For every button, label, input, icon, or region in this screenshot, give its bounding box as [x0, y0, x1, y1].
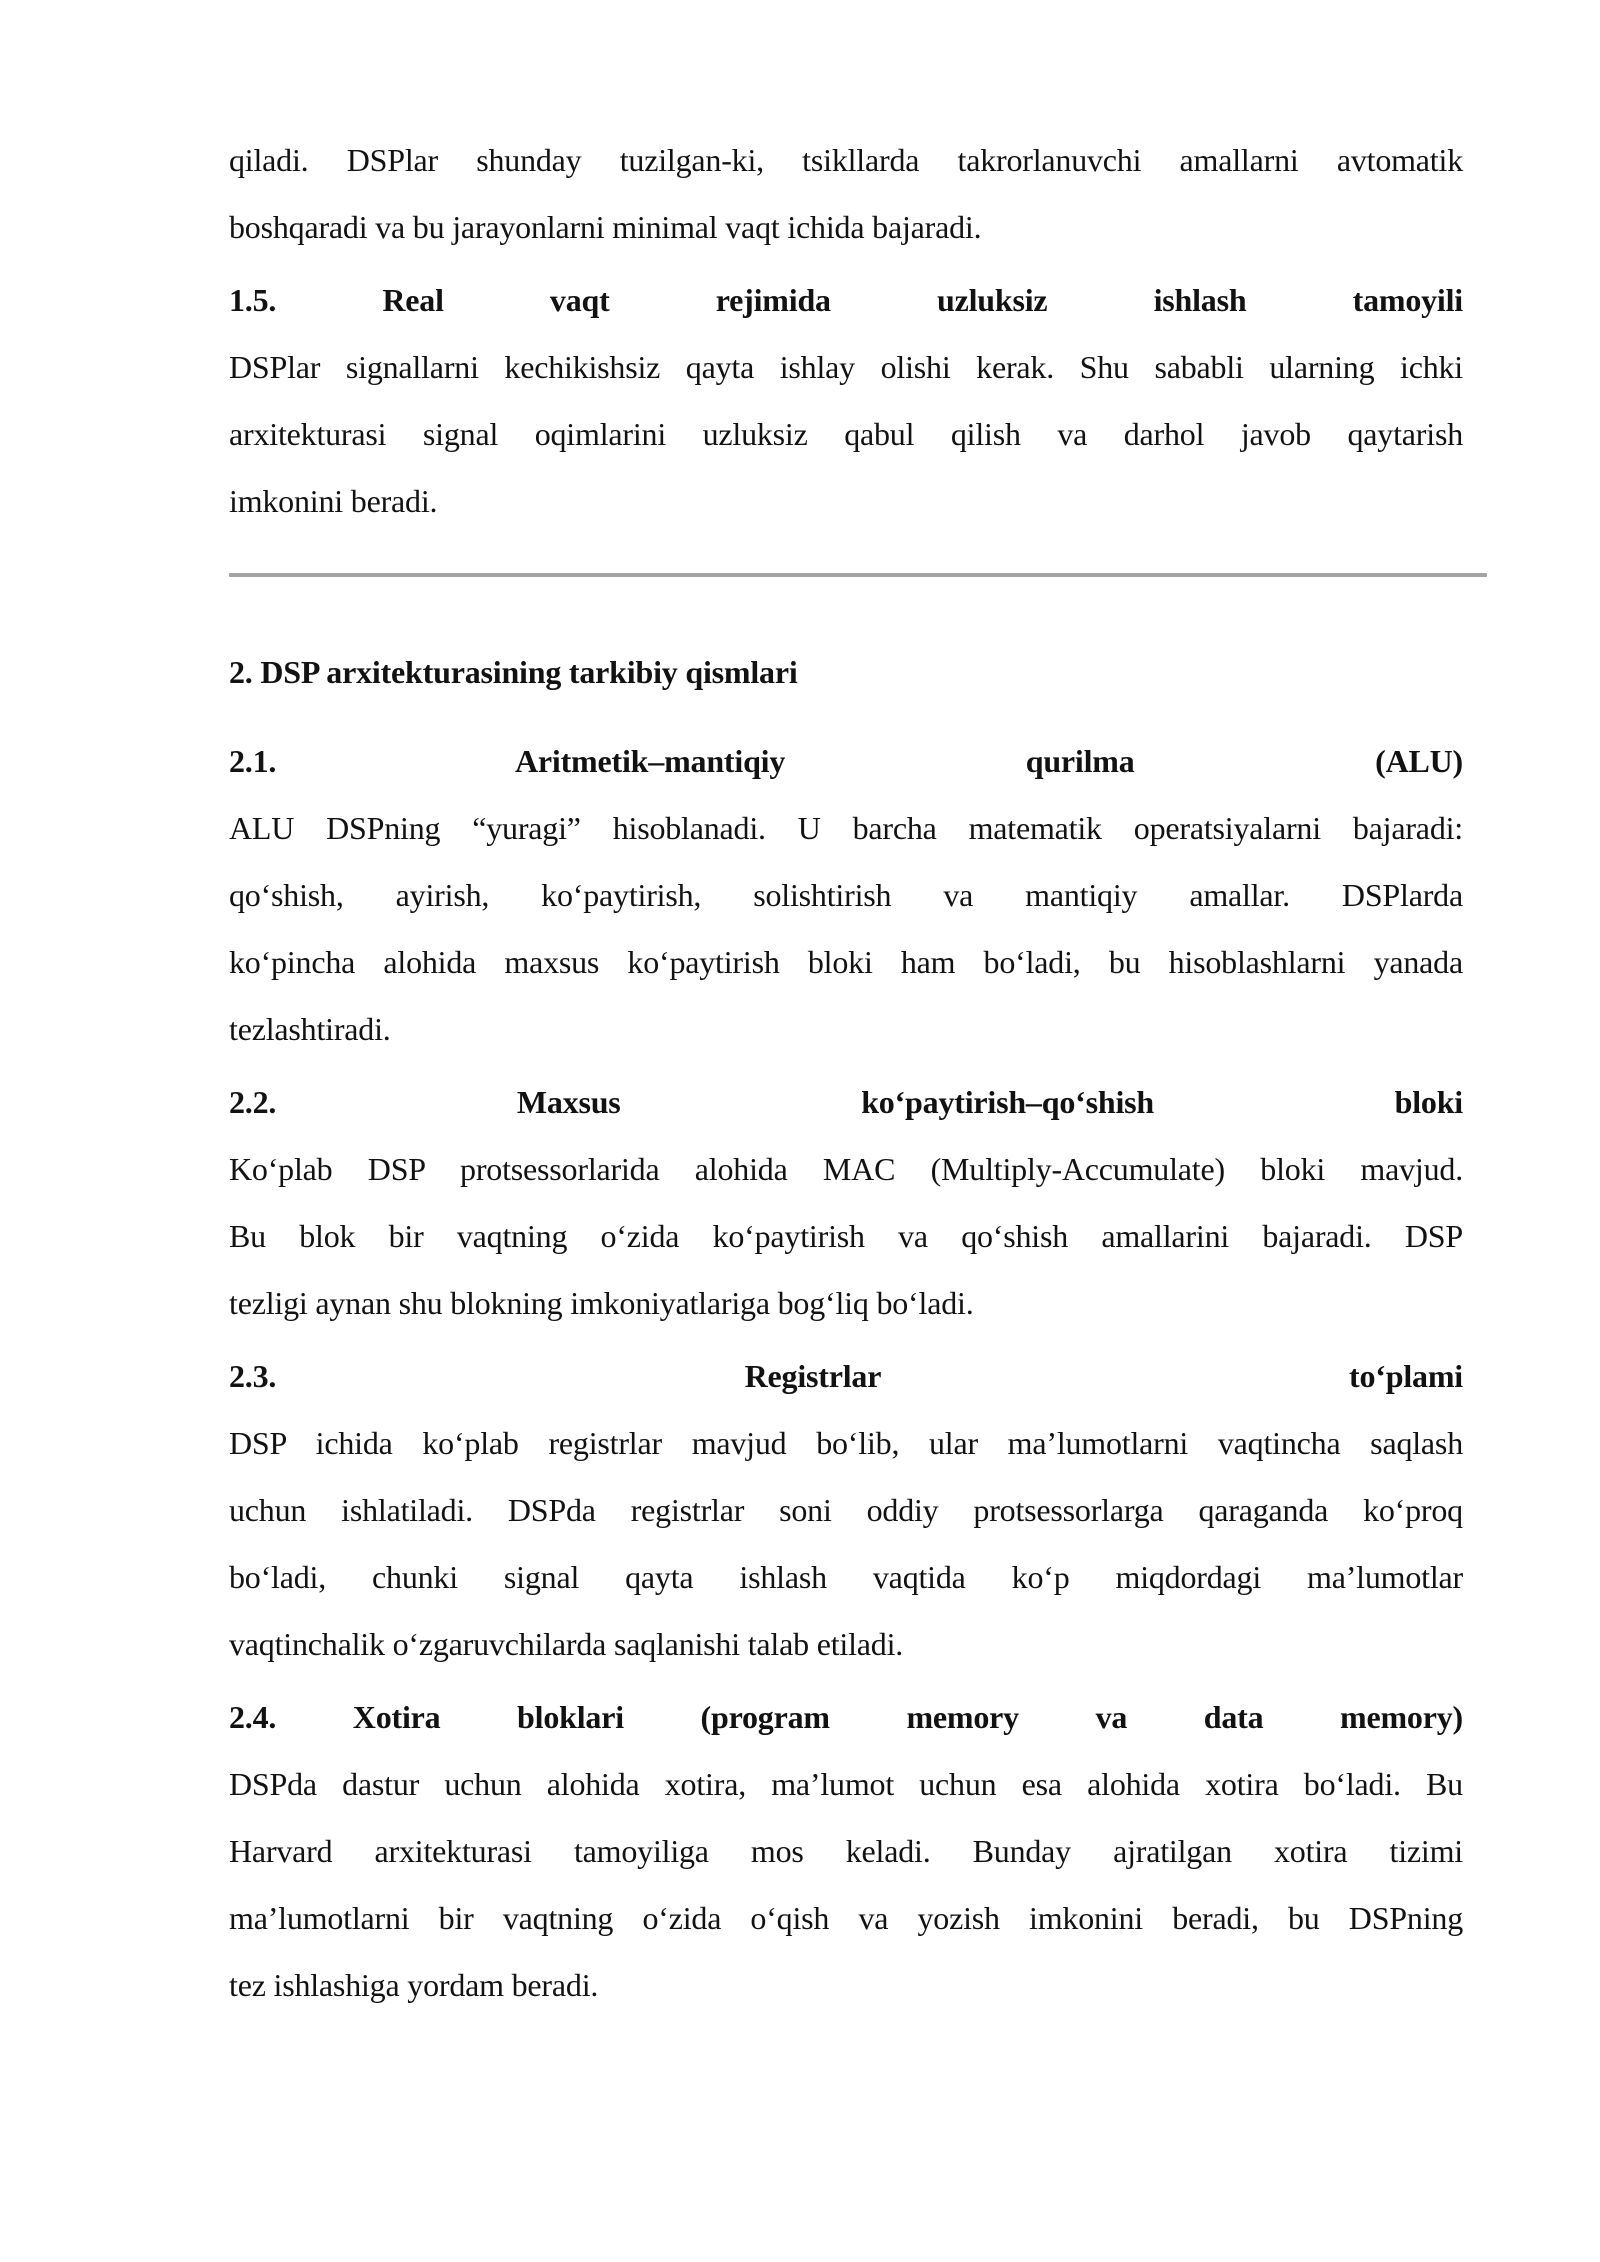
paragraph-line: ma’lumotlarni bir vaqtning o‘zida o‘qish va yozish imkonini beradi, bu DSPning	[229, 1900, 1463, 1936]
paragraph-line: vaqtinchalik o‘zgaruvchilarda saqlanishi talab etiladi.	[229, 1626, 904, 1662]
paragraph-line: DSPlar signallarni kechikishsiz qayta ishlay olishi kerak. Shu sababli ularning ichki	[229, 349, 1463, 385]
paragraph-line: qo‘shish, ayirish, ko‘paytirish, solishtirish va mantiqiy amallar. DSPlarda	[229, 877, 1463, 913]
paragraph-line: uchun ishlatiladi. DSPda registrlar soni oddiy protsessorlarga qaraganda ko‘proq	[229, 1492, 1463, 1528]
paragraph-line: tez ishlashiga yordam beradi.	[229, 1967, 599, 2003]
paragraph-line: Ko‘plab DSP protsessorlarida alohida MAC (Multiply-Accumulate) bloki mavjud.	[229, 1151, 1463, 1187]
paragraph-line: ALU DSPning “yuragi” hisoblanadi. U barcha matematik operatsiyalarni bajaradi:	[229, 810, 1463, 846]
heading-2-3: 2.3. Registrlar to‘plami	[229, 1358, 1463, 1394]
paragraph-line: qiladi. DSPlar shunday tuzilgan-ki, tsikllarda takrorlanuvchi amallarni avtomatik	[229, 142, 1463, 178]
heading-2-4: 2.4. Xotira bloklari (program memory va data memory)	[229, 1699, 1463, 1735]
section-divider	[229, 573, 1487, 577]
paragraph-line: bo‘ladi, chunki signal qayta ishlash vaqtida ko‘p miqdordagi ma’lumotlar	[229, 1559, 1463, 1595]
paragraph-line: arxitekturasi signal oqimlarini uzluksiz qabul qilish va darhol javob qaytarish	[229, 416, 1463, 452]
paragraph-line: DSPda dastur uchun alohida xotira, ma’lumot uchun esa alohida xotira bo‘ladi. Bu	[229, 1766, 1463, 1802]
page-content	[229, 127, 1463, 2019]
heading-1-5: 1.5. Real vaqt rejimida uzluksiz ishlash tamoyili	[229, 282, 1463, 318]
paragraph-line: Bu blok bir vaqtning o‘zida ko‘paytirish va qo‘shish amallarini bajaradi. DSP	[229, 1218, 1463, 1254]
paragraph-line: ko‘pincha alohida maxsus ko‘paytirish bloki ham bo‘ladi, bu hisoblashlarni yanada	[229, 944, 1463, 980]
paragraph-line: DSP ichida ko‘plab registrlar mavjud bo‘lib, ular ma’lumotlarni vaqtincha saqlash	[229, 1425, 1463, 1461]
paragraph-line: boshqaradi va bu jarayonlarni minimal vaqt ichida bajaradi.	[229, 209, 982, 245]
section-heading-2: 2. DSP arxitekturasining tarkibiy qismlari	[229, 654, 798, 690]
paragraph-line: tezligi aynan shu blokning imkoniyatlariga bog‘liq bo‘ladi.	[229, 1285, 974, 1321]
paragraph-line: imkonini beradi.	[229, 483, 438, 519]
paragraph-line: Harvard arxitekturasi tamoyiliga mos keladi. Bunday ajratilgan xotira tizimi	[229, 1833, 1463, 1869]
paragraph-line: tezlashtiradi.	[229, 1011, 391, 1047]
heading-2-1: 2.1. Aritmetik–mantiqiy qurilma (ALU)	[229, 743, 1463, 779]
heading-2-2: 2.2. Maxsus ko‘paytirish–qo‘shish bloki	[229, 1084, 1463, 1120]
